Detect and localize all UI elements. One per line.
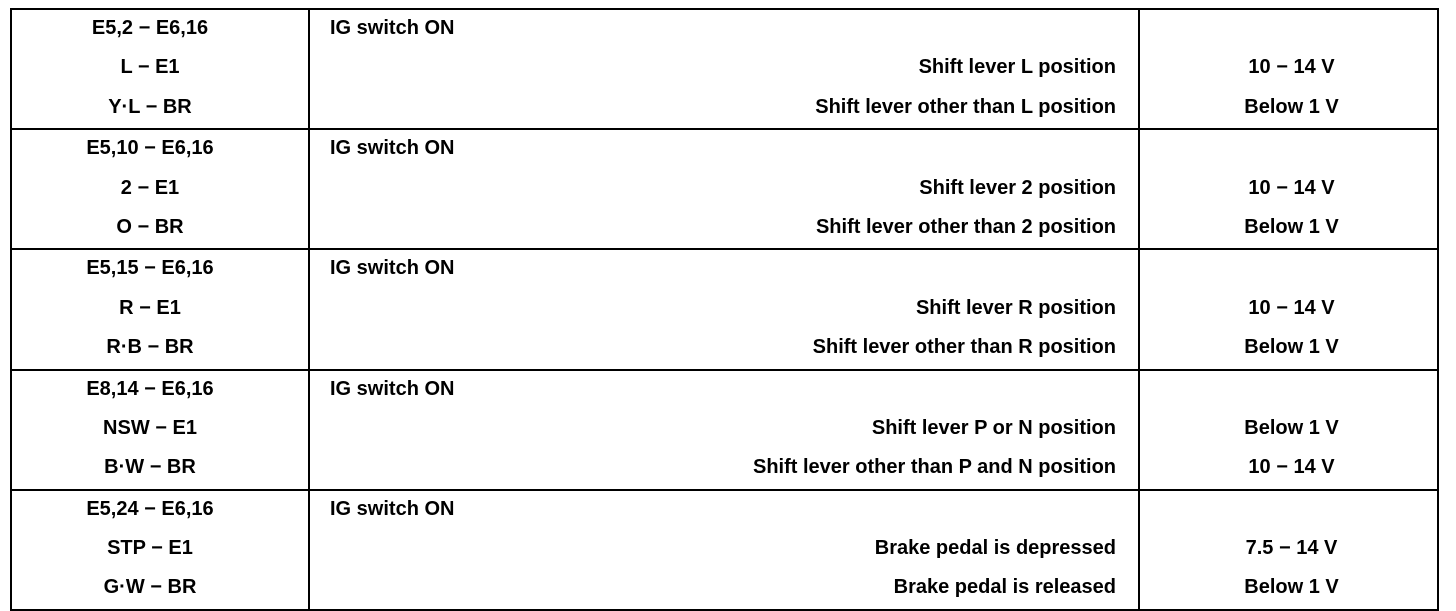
voltage-value: Below 1 V [1244,336,1339,359]
value-cell [1139,249,1438,369]
condition-text: Shift lever R position [915,296,1116,319]
condition-text: Shift lever other than P and N position [753,456,1116,479]
terminal-cell [11,249,309,369]
voltage-value: 10 − 14 V [1248,296,1335,319]
terminal-cell [11,370,309,490]
condition-header: IG switch ON [330,17,455,39]
voltage-value: 7.5 − 14 V [1245,537,1338,560]
terminal-label: L − E1 [120,56,180,79]
condition-text: Shift lever other than L position [815,95,1116,118]
terminal-cell [11,9,309,129]
value-spacer [1140,371,1437,410]
value-cell [1139,129,1438,249]
value-spacer [1140,130,1437,169]
voltage-value: 10 − 14 V [1248,176,1335,199]
condition-text: Shift lever other than R position [812,336,1116,359]
voltage-value: Below 1 V [1244,416,1339,439]
voltage-value: 10 − 14 V [1248,56,1335,79]
terminal-label: R·B − BR [106,336,194,359]
voltage-value: Below 1 V [1244,95,1339,118]
value-spacer [1140,491,1437,530]
terminal-label: R − E1 [119,296,181,319]
terminal-label: E5,2 − E6,16 [91,17,209,39]
table-row [11,370,1438,490]
condition-text: Shift lever P or N position [871,416,1116,439]
terminal-cell [11,490,309,610]
table-row [11,9,1438,129]
condition-cell [309,490,1139,610]
value-cell [1139,9,1438,129]
value-cell [1139,490,1438,610]
table-row [11,249,1438,369]
condition-header: IG switch ON [330,497,455,520]
condition-text: Shift lever other than 2 position [815,215,1116,238]
terminal-label: O − BR [116,215,184,238]
condition-header: IG switch ON [330,257,455,280]
voltage-value: 10 − 14 V [1248,456,1335,479]
terminal-label: G·W − BR [103,576,197,599]
terminal-voltage-table [10,8,1439,611]
table-row [11,490,1438,610]
terminal-label: E5,24 − E6,16 [86,497,214,520]
table-row [11,129,1438,249]
condition-text: Brake pedal is released [893,576,1116,599]
condition-cell [309,249,1139,369]
condition-header: IG switch ON [330,377,455,400]
condition-cell [309,9,1139,129]
value-cell [1139,370,1438,490]
condition-header: IG switch ON [330,137,455,160]
condition-text: Shift lever 2 position [919,176,1116,199]
value-spacer [1140,10,1437,49]
terminal-label: E5,10 − E6,16 [86,137,214,160]
terminal-label: Y·L − BR [108,95,192,118]
terminal-label: E5,15 − E6,16 [86,257,214,280]
condition-text: Shift lever L position [918,56,1116,79]
voltage-value: Below 1 V [1244,576,1339,599]
terminal-label: NSW − E1 [103,416,197,439]
condition-text: Brake pedal is depressed [874,537,1116,560]
value-spacer [1140,250,1437,289]
voltage-value: Below 1 V [1244,215,1339,238]
terminal-label: STP − E1 [107,537,193,560]
terminal-cell [11,129,309,249]
condition-cell [309,370,1139,490]
terminal-label: E8,14 − E6,16 [86,377,214,400]
terminal-label: B·W − BR [104,456,196,479]
condition-cell [309,129,1139,249]
terminal-label: 2 − E1 [120,176,180,199]
